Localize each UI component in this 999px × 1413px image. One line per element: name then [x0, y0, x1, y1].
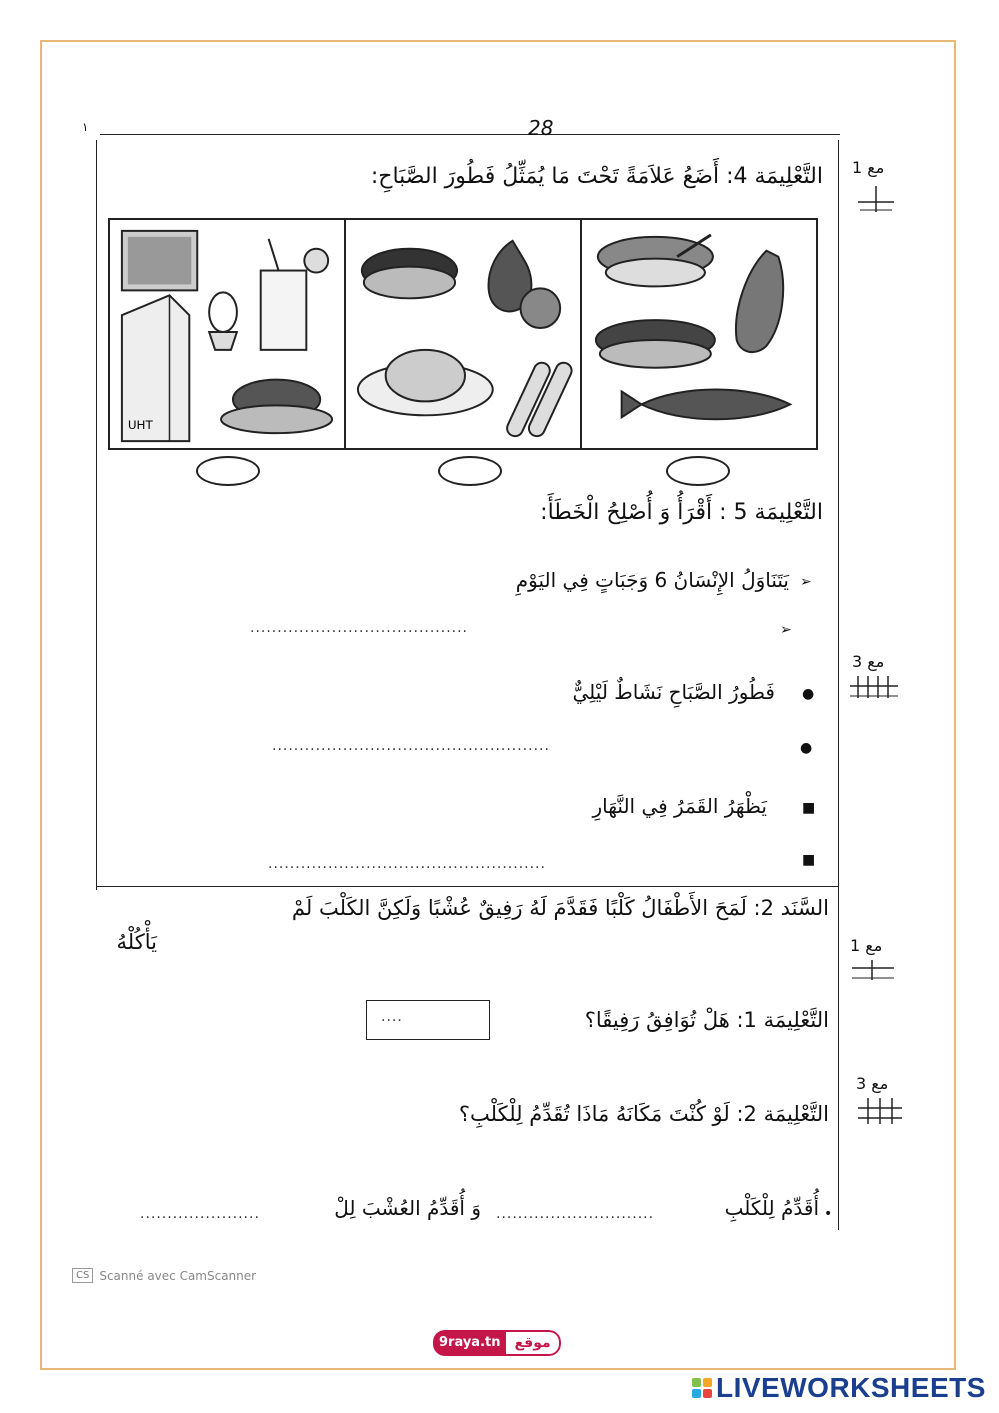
fruit-answer-oval[interactable]	[438, 456, 502, 486]
brand-logo	[433, 1330, 561, 1356]
breakfast-cell	[110, 220, 346, 448]
sanad2-text-line1: السَّنَد 2: لَمَحَ الأَطْفَالُ كَلْبًا فَقَدَّمَ لَهُ رَفِيقٌ عُشْبًا وَلَكِنَّ الكَلْبَ لَمْ	[291, 896, 829, 920]
liveworksheets-icon	[692, 1378, 712, 1398]
task5-item3-answer[interactable]: ...................................................	[268, 856, 546, 872]
camscanner-badge: CS	[72, 1268, 93, 1283]
task5-item1-answer[interactable]: ........................................	[250, 620, 469, 636]
q2-answer-dots2[interactable]: ......................	[140, 1206, 260, 1222]
task5-title: التَّعْلِيمَة 5 : أَقْرَأُ وَ أُصْلِحُ الْخَطَأَ:	[540, 500, 823, 525]
sanad2-text-line2: يَأْكُلْهُ	[116, 930, 157, 954]
fruit-chicken-cell	[346, 220, 582, 448]
q1-title: التَّعْلِيمَة 1: هَلْ تُوَافِقُ رَفِيقًا؟	[584, 1008, 829, 1032]
task5-item3-bullet: ■	[802, 800, 816, 816]
task5-item2-sentence: فَطُورُ الصَّبَاحِ نَشَاطٌ لَيْلِيٌّ	[572, 680, 775, 704]
task5-item1-bullet: ➢	[800, 574, 812, 590]
food-options-grid	[108, 218, 818, 450]
brand-left: 9raya.tn	[433, 1330, 506, 1356]
task5-item2-answer[interactable]: ...................................................	[272, 738, 550, 754]
camscanner-text: Scanné avec CamScanner	[99, 1268, 257, 1283]
liveworksheets-text: LIVEWORKSHEETS	[716, 1372, 986, 1403]
task4-title: التَّعْلِيمَة 4: أَضَعُ عَلاَمَةً تَحْتَ مَا يُمَثِّلُ فَطُورَ الصَّبَاحِ:	[370, 164, 823, 189]
soup-fish-illustration	[582, 220, 816, 448]
q2-title: التَّعْلِيمَة 2: لَوْ كُنْتَ مَكَانَهُ مَاذَا تُقَدِّمُ لِلْكَلْبِ؟	[458, 1102, 829, 1126]
margin-rule	[838, 140, 839, 1230]
fruit-chicken-illustration	[346, 220, 580, 448]
q2-answer-mid: وَ أُقَدِّمُ العُشْبَ لِلْ	[334, 1196, 481, 1220]
left-rule	[96, 140, 97, 890]
task4-score: مع 1	[852, 158, 885, 177]
soup-answer-oval[interactable]	[666, 456, 730, 486]
q1-answer: ....	[381, 1009, 403, 1025]
breakfast-illustration	[110, 220, 344, 448]
corner-mark: ١	[82, 120, 89, 134]
task5-item1-answer-bullet: ➢	[780, 622, 792, 638]
task5-item1-sentence: يَتَنَاوَلُ الإِنْسَانُ 6 وَجَبَاتٍ فِي اليَوْمِ	[515, 568, 789, 592]
brand-right: موقع	[506, 1330, 560, 1356]
task5-item3-sentence: يَظْهَرُ القَمَرُ فِي النَّهَارِ	[592, 794, 767, 818]
task4-tally	[856, 184, 896, 214]
breakfast-answer-oval[interactable]	[196, 456, 260, 486]
task5-score: مع 3	[852, 652, 885, 671]
q2-answer-bullet: •	[824, 1206, 833, 1222]
q1-tally	[850, 958, 896, 982]
section-divider	[96, 886, 838, 887]
task5-item2-answer-bullet: ●	[800, 740, 813, 756]
q2-tally	[856, 1096, 904, 1126]
task5-item3-answer-bullet: ■	[802, 852, 816, 868]
carton-label: UHT	[127, 418, 153, 433]
task5-tally	[848, 674, 900, 700]
q2-answer-dots1[interactable]: .............................	[496, 1206, 655, 1222]
page-number: 28	[528, 116, 554, 140]
q1-answer-box[interactable]	[366, 1000, 490, 1040]
q1-score: مع 1	[850, 936, 883, 955]
q2-answer-start: أُقَدِّمُ لِلْكَلْبِ	[724, 1196, 819, 1220]
liveworksheets-watermark	[692, 1372, 986, 1404]
task5-item2-bullet: ●	[802, 686, 815, 702]
camscanner-mark	[72, 1268, 256, 1283]
top-rule	[100, 134, 840, 135]
q2-score: مع 3	[856, 1074, 889, 1093]
soup-fish-cell	[582, 220, 816, 448]
